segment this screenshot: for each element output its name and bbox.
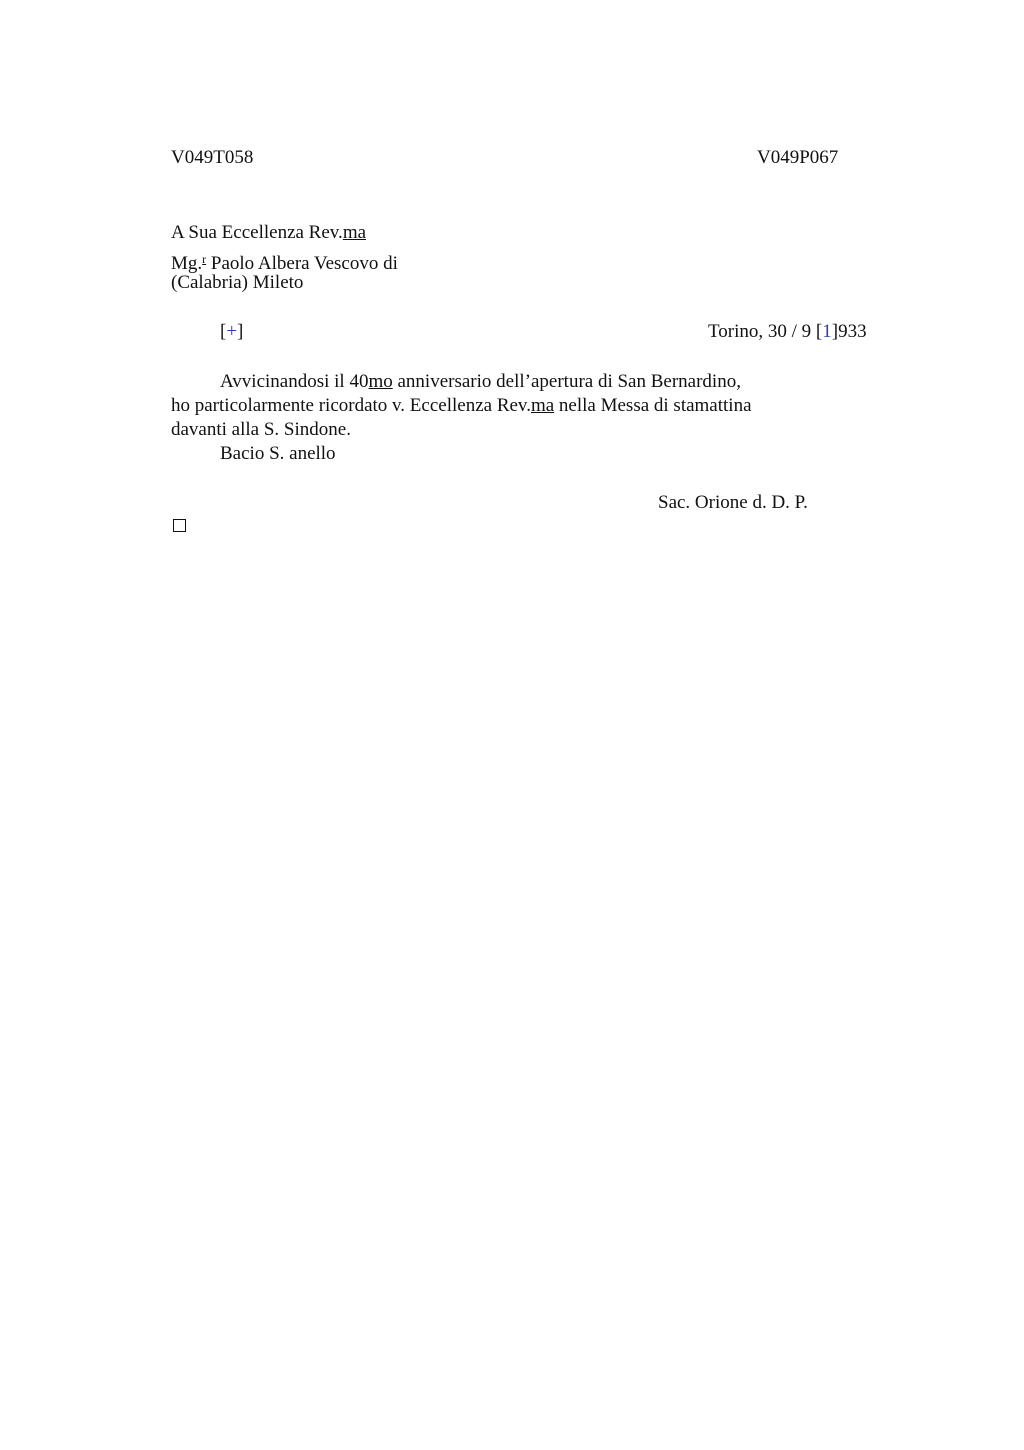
recipient-title-abbr: ma xyxy=(342,222,367,243)
empty-square-icon xyxy=(173,519,186,532)
cross-bracket-close: ] xyxy=(237,321,244,342)
date-editorial-digit: 1 xyxy=(822,321,832,342)
cross-mark xyxy=(220,320,243,344)
recipient-title: A Sua Eccellenza Rev. xyxy=(171,222,343,243)
recipient-line-3: (Calabria) Mileto xyxy=(171,272,304,293)
body-line-2-a: ho particolarmente ricordato v. Eccellenza Rev. xyxy=(171,395,531,416)
body-line-2-abbr: ma xyxy=(530,395,555,416)
body-line-2 xyxy=(171,394,752,418)
signature: Sac. Orione d. D. P. xyxy=(658,492,808,513)
recipient-name: Paolo Albera Vescovo di xyxy=(206,253,398,274)
body-line-3: davanti alla S. Sindone. xyxy=(171,419,351,440)
date-prefix: Torino, 30 / 9 [ xyxy=(708,321,823,342)
archive-code-left: V049T058 xyxy=(171,147,254,168)
cross-icon: + xyxy=(226,321,238,342)
body-line-4: Bacio S. anello xyxy=(220,443,336,464)
recipient-mgr: Mg. xyxy=(171,253,203,274)
recipient-mgr-sup: r xyxy=(202,252,207,266)
recipient-line-1 xyxy=(171,221,366,245)
body-line-1-b: anniversario dell’apertura di San Bernardino, xyxy=(392,371,741,392)
body-line-2-b: nella Messa di stamattina xyxy=(554,395,752,416)
cross-bracket-open: [ xyxy=(220,321,227,342)
body-line-1 xyxy=(220,370,741,394)
archive-code-right: V049P067 xyxy=(757,147,839,168)
place-date xyxy=(708,320,867,344)
body-line-1-abbr: mo xyxy=(368,371,393,392)
date-suffix: ]933 xyxy=(831,321,867,342)
body-line-1-a: Avvicinandosi il 40 xyxy=(220,371,369,392)
